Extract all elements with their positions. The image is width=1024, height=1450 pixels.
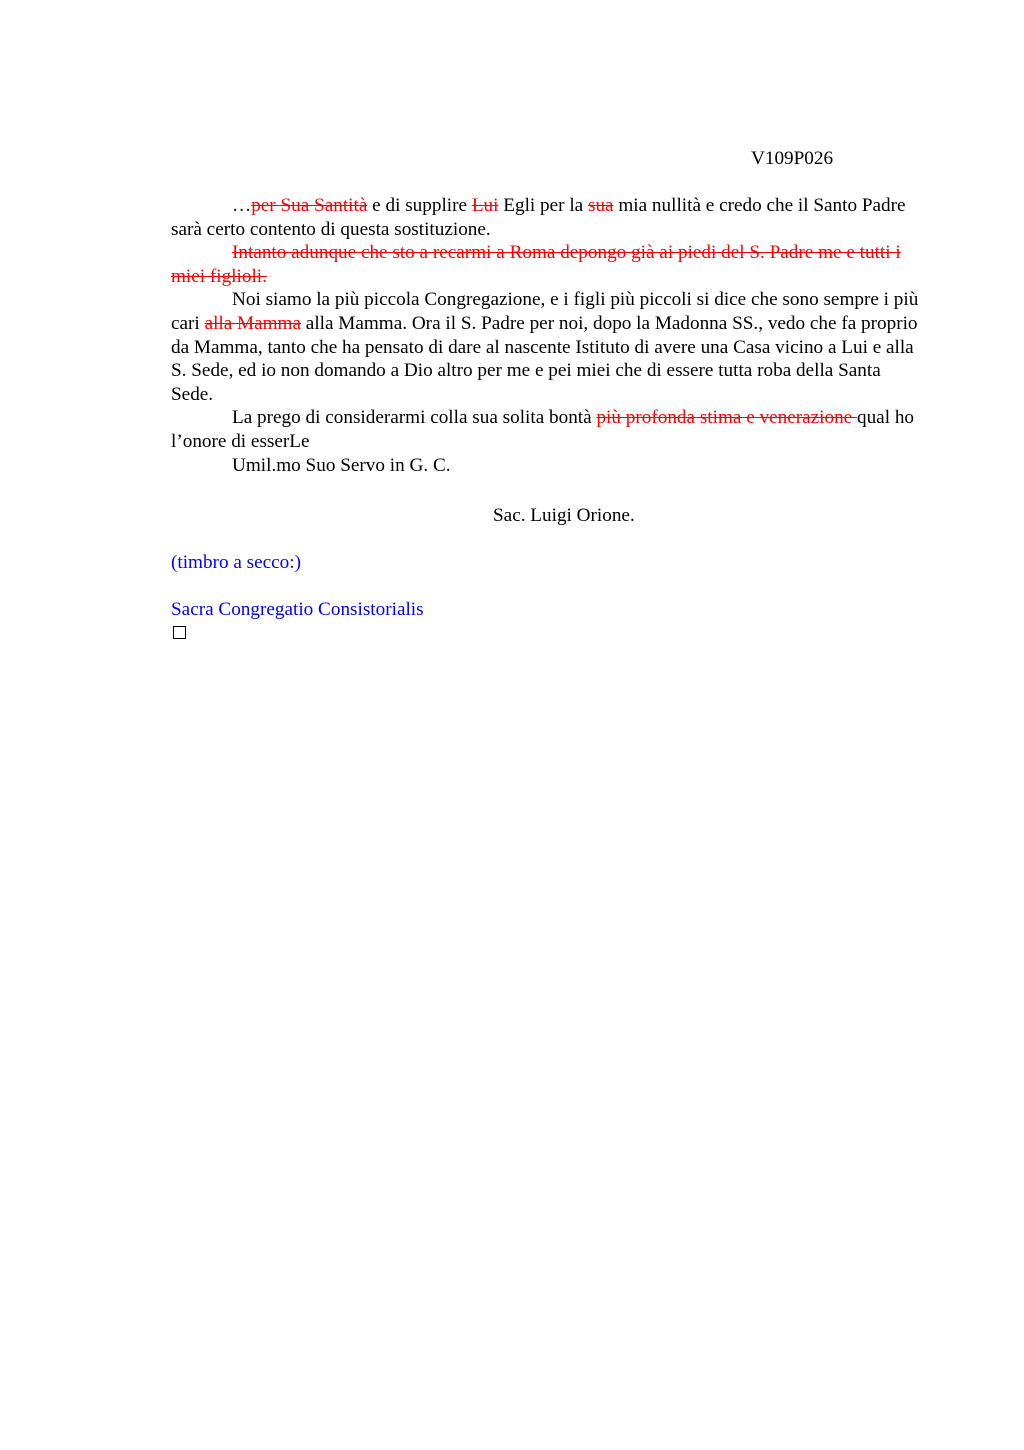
text-run: mia nullità e credo che il Santo Padre sarà certo contento di questa sostituzione.	[171, 195, 906, 240]
text-run: e di supplire	[367, 195, 472, 216]
page-id: V109P026	[751, 148, 834, 169]
text-run: …	[232, 195, 252, 216]
seal-text: Sacra Congregatio Consistorialis	[171, 599, 424, 620]
text-run: Noi siamo la più piccola Congregazione, e i figli più piccoli si dice che sono sempre i più cari	[171, 289, 919, 334]
paragraph	[171, 288, 921, 406]
paragraph	[171, 194, 921, 241]
letter-body	[171, 194, 921, 477]
paragraph	[171, 454, 921, 478]
deleted-text: sua	[587, 195, 614, 216]
signature: Sac. Luigi Orione.	[493, 505, 635, 526]
paragraph	[171, 406, 921, 453]
deleted-text: Lui	[471, 195, 499, 216]
deleted-text: più profonda stima e venerazione	[596, 407, 857, 429]
text-run: qual ho l’onore di esserLe	[171, 407, 915, 452]
stamp-note: (timbro a secco:)	[171, 552, 301, 573]
text-run: La prego di considerarmi colla sua solita bontà	[232, 407, 597, 429]
text-run: Umil.mo Suo Servo in G. C.	[232, 454, 451, 476]
text-run: alla Mamma. Ora il S. Padre per noi, dopo la Madonna SS., vedo che fa proprio da Mamma, tanto che ha pensato di dare al nascente Istituto di avere una Casa vicino a Lui e alla S. Sede, ed io non domando a Dio altro per me e pei miei che di essere tutta roba della Santa Sede.	[171, 312, 918, 405]
paragraph	[171, 241, 921, 288]
deleted-text: Intanto adunque che sto a recarmi a Roma depongo già ai piedi del S. Padre me e tutti i miei figlioli.	[171, 242, 901, 287]
deleted-text: alla Mamma	[204, 312, 301, 334]
text-run: Egli per la	[498, 195, 588, 216]
deleted-text: per Sua Santità	[251, 195, 368, 216]
empty-box-icon	[173, 626, 186, 639]
